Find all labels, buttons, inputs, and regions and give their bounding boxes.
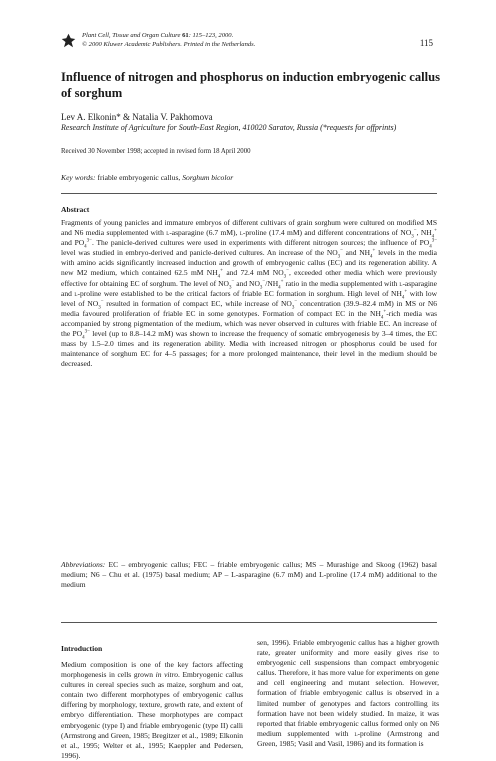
divider-top	[61, 193, 437, 194]
received-dates: Received 30 November 1998; accepted in revised form 18 April 2000	[61, 148, 251, 155]
page-number: 115	[419, 38, 433, 48]
journal-citation: Plant Cell, Tissue and Organ Culture 61: 115–123, 2000.	[82, 32, 234, 39]
copyright-notice: © 2000 Kluwer Academic Publishers. Printed in the Netherlands.	[82, 41, 256, 48]
introduction-column-left: Medium composition is one of the key factors affecting morphogenesis in cells grown in vitro. Embryogenic callus cultures in cereal species such as maize, sorghum and oat, contain two different morphotypes of embryogenic callus differing by morphology, texture, growth rate, and extent of embryo differentiation. These morphotypes are compact embryogenic (type I) and friable embryogenic (type II) calli (Armstrong and Green, 1985; Bregitzer et al., 1989; Elkonin et al., 1995; Welter et al., 1995; Kaeppler and Pedersen, 1996).	[61, 660, 243, 760]
abbreviations: Abbreviations: EC – embryogenic callus; FEC – friable embryogenic callus; MS – Murashige and Skoog (1962) basal medium; N6 – Chu et al. (1975) basal medium; AP – L-asparagine (6.7 mM) and L-proline (17.4 mM) additional to the medium	[61, 560, 437, 590]
keywords: Key words: friable embryogenic callus, Sorghum bicolor	[61, 173, 234, 182]
divider-bottom	[61, 622, 437, 623]
introduction-heading: Introduction	[61, 644, 103, 653]
author-list: Lev A. Elkonin* & Natalia V. Pakhomova	[61, 112, 213, 122]
introduction-column-right: sen, 1996). Friable embryogenic callus has a higher growth rate, greater uniformity and more easily gives rise to embryogenic cell suspensions than compact embryogenic callus. Therefore, it has more value for experiments on gene and cell engineering and mutant selection. However, formation of friable embryogenic callus is observed in a limited number of genotypes and factors controlling its formation have not been widely studied. In maize, it was reported that friable embryogenic callus formed only on N6 medium supplemented with l-proline (Armstrong and Green, 1985; Vasil and Vasil, 1986) and its formation is	[257, 638, 439, 748]
affiliation: Research Institute of Agriculture for South-East Region, 410020 Saratov, Russia (*requests for offprints)	[61, 123, 397, 132]
paper-title: Influence of nitrogen and phosphorus on induction embryogenic callus of sorghum	[61, 70, 441, 100]
abstract-body: Fragments of young panicles and immature embryos of different cultivars of grain sorghum were cultured on modified MS and N6 media supplemented with l-asparagine (6.7 mM), l-proline (17.4 mM) and different concentrations of $NO_3^-$, $NH_4^+$ and $PO_4^{3-}$. The panicle-derived cultures were used in experiments with different nitrogen sources; the influence of $PO_4^{3-}$ level was studied in embryo-derived and panicle-derived cultures. An increase of the $NO_3^-$ and $NH_4^+$ levels in the media with amino acids significantly increased induction and growth of embryogenic callus (EC) and its regeneration ability. A new M2 medium, which contained 62.5 mM $NH_4^+$ and 72.4 mM $NO_3^-$, exceeded other media which were previously effective for obtaining EC of sorghum. The level of $NO_3^-$ and $NO_3^-/NH_4^+$ ratio in the media supplemented with l-asparagine and l-proline were established to be the critical factors of friable EC formation in sorghum. High level of $NH_4^+$ with low level of $NO_3^-$ resulted in formation of compact EC, while increase of $NO_3^-$ concentration (39.9–82.4 mM) in MS or N6 media favoured proliferation of friable EC in some genotypes. Formation of compact EC in the $NH_4^+$-rich media was accompanied by strong pigmentation of the medium, which was never observed in cultures with friable EC. An increase of the $PO_4^{3-}$ level (up to 8.8–14.2 mM) was shown to increase the frequency of somatic embryogenesis by 3–4 times, the EC mass by 1.5–2.0 times and its regeneration ability. Media with increased nitrogen or phosphorus could be used for maintenance of sorghum EC for 4–5 passages; for a more prolonged maintenance, their level in the medium should be decreased.	[61, 218, 438, 369]
abstract-heading: Abstract	[61, 205, 90, 214]
publisher-logo-icon	[61, 33, 76, 48]
